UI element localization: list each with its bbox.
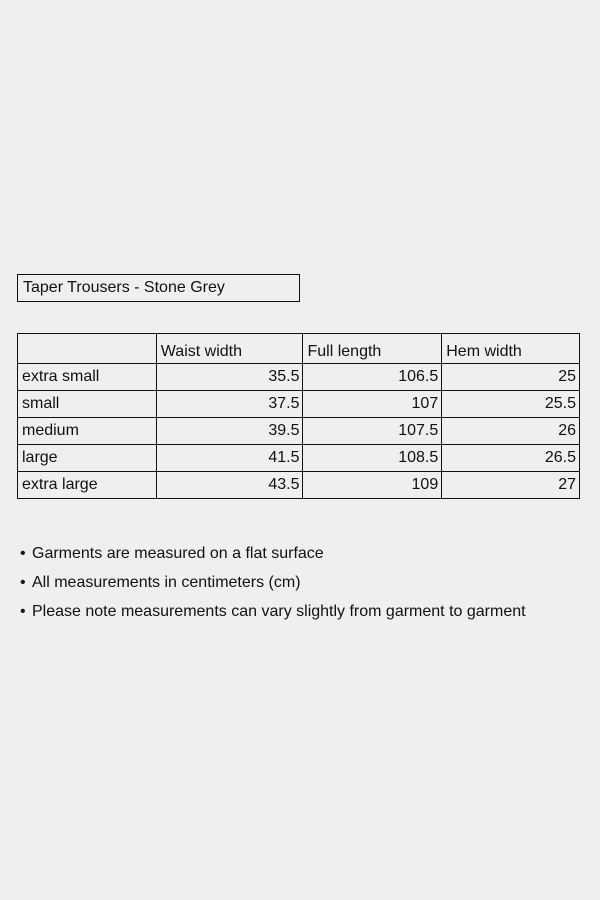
hem-value: 25 [442, 364, 580, 391]
waist-value: 39.5 [156, 418, 303, 445]
measurement-notes [20, 542, 526, 629]
header-waist-width: Waist width [156, 334, 303, 364]
table-row [18, 391, 580, 418]
waist-value: 43.5 [156, 472, 303, 499]
waist-value: 35.5 [156, 364, 303, 391]
hem-value: 26.5 [442, 445, 580, 472]
table-row [18, 364, 580, 391]
hem-value: 25.5 [442, 391, 580, 418]
size-label: large [18, 445, 157, 472]
bullet-icon: • [20, 545, 26, 562]
header-full-length: Full length [303, 334, 442, 364]
hem-value: 26 [442, 418, 580, 445]
note-text: Please note measurements can vary slightly from garment to garment [32, 603, 526, 620]
length-value: 108.5 [303, 445, 442, 472]
product-title: Taper Trousers - Stone Grey [17, 274, 300, 302]
bullet-icon: • [20, 603, 26, 620]
length-value: 106.5 [303, 364, 442, 391]
table-row [18, 418, 580, 445]
table-header-row [18, 334, 580, 364]
bullet-icon: • [20, 574, 26, 591]
note-item [20, 542, 526, 571]
table-row [18, 445, 580, 472]
size-label: extra small [18, 364, 157, 391]
waist-value: 37.5 [156, 391, 303, 418]
size-label: medium [18, 418, 157, 445]
header-hem-width: Hem width [442, 334, 580, 364]
waist-value: 41.5 [156, 445, 303, 472]
header-size [18, 334, 157, 364]
table-row [18, 472, 580, 499]
hem-value: 27 [442, 472, 580, 499]
size-chart-table [17, 333, 580, 499]
note-item [20, 571, 526, 600]
note-text: All measurements in centimeters (cm) [32, 574, 301, 591]
size-label: small [18, 391, 157, 418]
length-value: 107.5 [303, 418, 442, 445]
length-value: 107 [303, 391, 442, 418]
note-item [20, 600, 526, 629]
note-text: Garments are measured on a flat surface [32, 545, 324, 562]
size-label: extra large [18, 472, 157, 499]
length-value: 109 [303, 472, 442, 499]
